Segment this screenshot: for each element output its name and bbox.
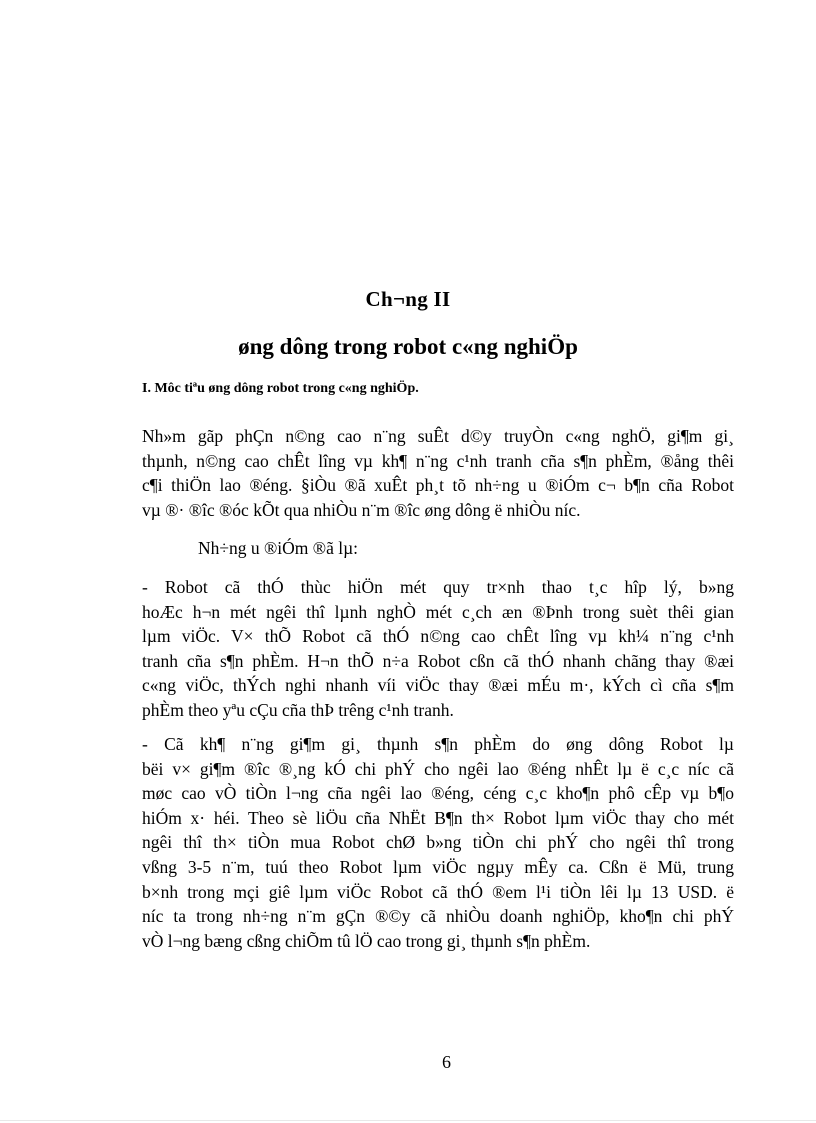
text-line: vÒ l¬ng bæng cßng chiÕm tû lÖ cao trong gi¸ thµnh s¶n phÈm.: [142, 930, 591, 951]
text-line: - Robot cã thÓ thùc hiÖn mét quy tr×nh thao t¸c hîp lý, b»ng: [142, 577, 734, 597]
text-line: tranh cña s¶n phÈm. H¬n thÕ n÷a Robot cßn cã thÓ nhanh chãng thay ®æi: [142, 650, 734, 671]
page-number: 6: [442, 1052, 451, 1072]
section-heading: I. Môc tiªu øng dông robot trong c«ng nghiÖp.: [142, 381, 419, 396]
text-line: vßng 3-5 n¨m, tuú theo Robot lµm viÖc ngµy mÊy ca. Cßn ë Mü, trung: [142, 856, 734, 877]
chapter-heading: Ch¬ng II: [365, 287, 451, 311]
paragraph-advantage-1: [142, 575, 734, 723]
text-line: níc ta trong nh÷ng n¨m gÇn ®©y cã nhiÒu doanh nghiÖp, kho¶n chi phÝ: [142, 906, 734, 927]
text-line: phÈm theo yªu cÇu cña thÞ trêng c¹nh tranh.: [142, 699, 454, 720]
text-line: - Cã kh¶ n¨ng gi¶m gi¸ thµnh s¶n phÈm do øng dông Robot lµ: [142, 734, 734, 754]
paragraph-intro: [142, 424, 734, 522]
chapter-title: øng dông trong robot c«ng nghiÖp: [238, 334, 578, 359]
text-line: ngêi thî th× tiÒn mua Robot chØ b»ng tiÒn chi phÝ cho ngêi thî trong: [142, 832, 734, 853]
text-line: lµm viÖc. V× thÕ Robot cã thÓ n©ng cao chÊt lîng vµ kh¼ n¨ng c¹nh: [142, 626, 734, 647]
text-line: vµ ®· ®îc ®óc kÕt qua nhiÒu n¨m ®îc øng dông ë nhiÒu níc.: [142, 499, 581, 520]
text-line: b×nh trong mçi giê lµm viÖc Robot cã thÓ ®em l¹i tiÒn lêi lµ 13 USD. ë: [142, 881, 734, 902]
page-bottom-edge: [0, 1120, 816, 1121]
text-line: c«ng viÖc, thÝch nghi nhanh víi viÖc thay ®æi mÉu m·, kÝch cì cña s¶m: [142, 675, 734, 696]
text-line: hiÓm x· héi. Theo sè liÖu cña NhËt B¶n th× Robot lµm viÖc thay cho mét: [142, 807, 734, 828]
text-line: Nh»m gãp phÇn n©ng cao n¨ng suÊt d©y truyÒn c«ng nghÖ, gi¶m gi¸: [142, 426, 734, 446]
text-line: hoÆc h¬n mét ngêi thî lµnh nghÒ mét c¸ch æn ®Þnh trong suèt thêi gian: [142, 601, 734, 622]
text-line: møc cao vÒ tiÒn l¬ng cña ngêi lao ®éng, céng c¸c kho¶n phô cÊp vµ b¶o: [142, 783, 734, 804]
text-line: c¶i thiÖn lao ®éng. §iÒu ®ã xuÊt ph¸t tõ nh÷ng u ®iÓm c¬ b¶n cña Robot: [142, 475, 734, 496]
paragraph-advantages-label: [198, 536, 498, 561]
text-line: bëi v× gi¶m ®îc ®¸ng kÓ chi phÝ cho ngêi lao ®éng nhÊt lµ ë c¸c níc cã: [142, 758, 734, 779]
text-line: Nh÷ng u ®iÓm ®ã lµ:: [198, 538, 359, 558]
paragraph-advantage-2: [142, 732, 734, 953]
text-line: thµnh, n©ng cao chÊt lîng vµ kh¶ n¨ng c¹nh tranh cña s¶n phÈm, ®ång thêi: [142, 450, 734, 471]
